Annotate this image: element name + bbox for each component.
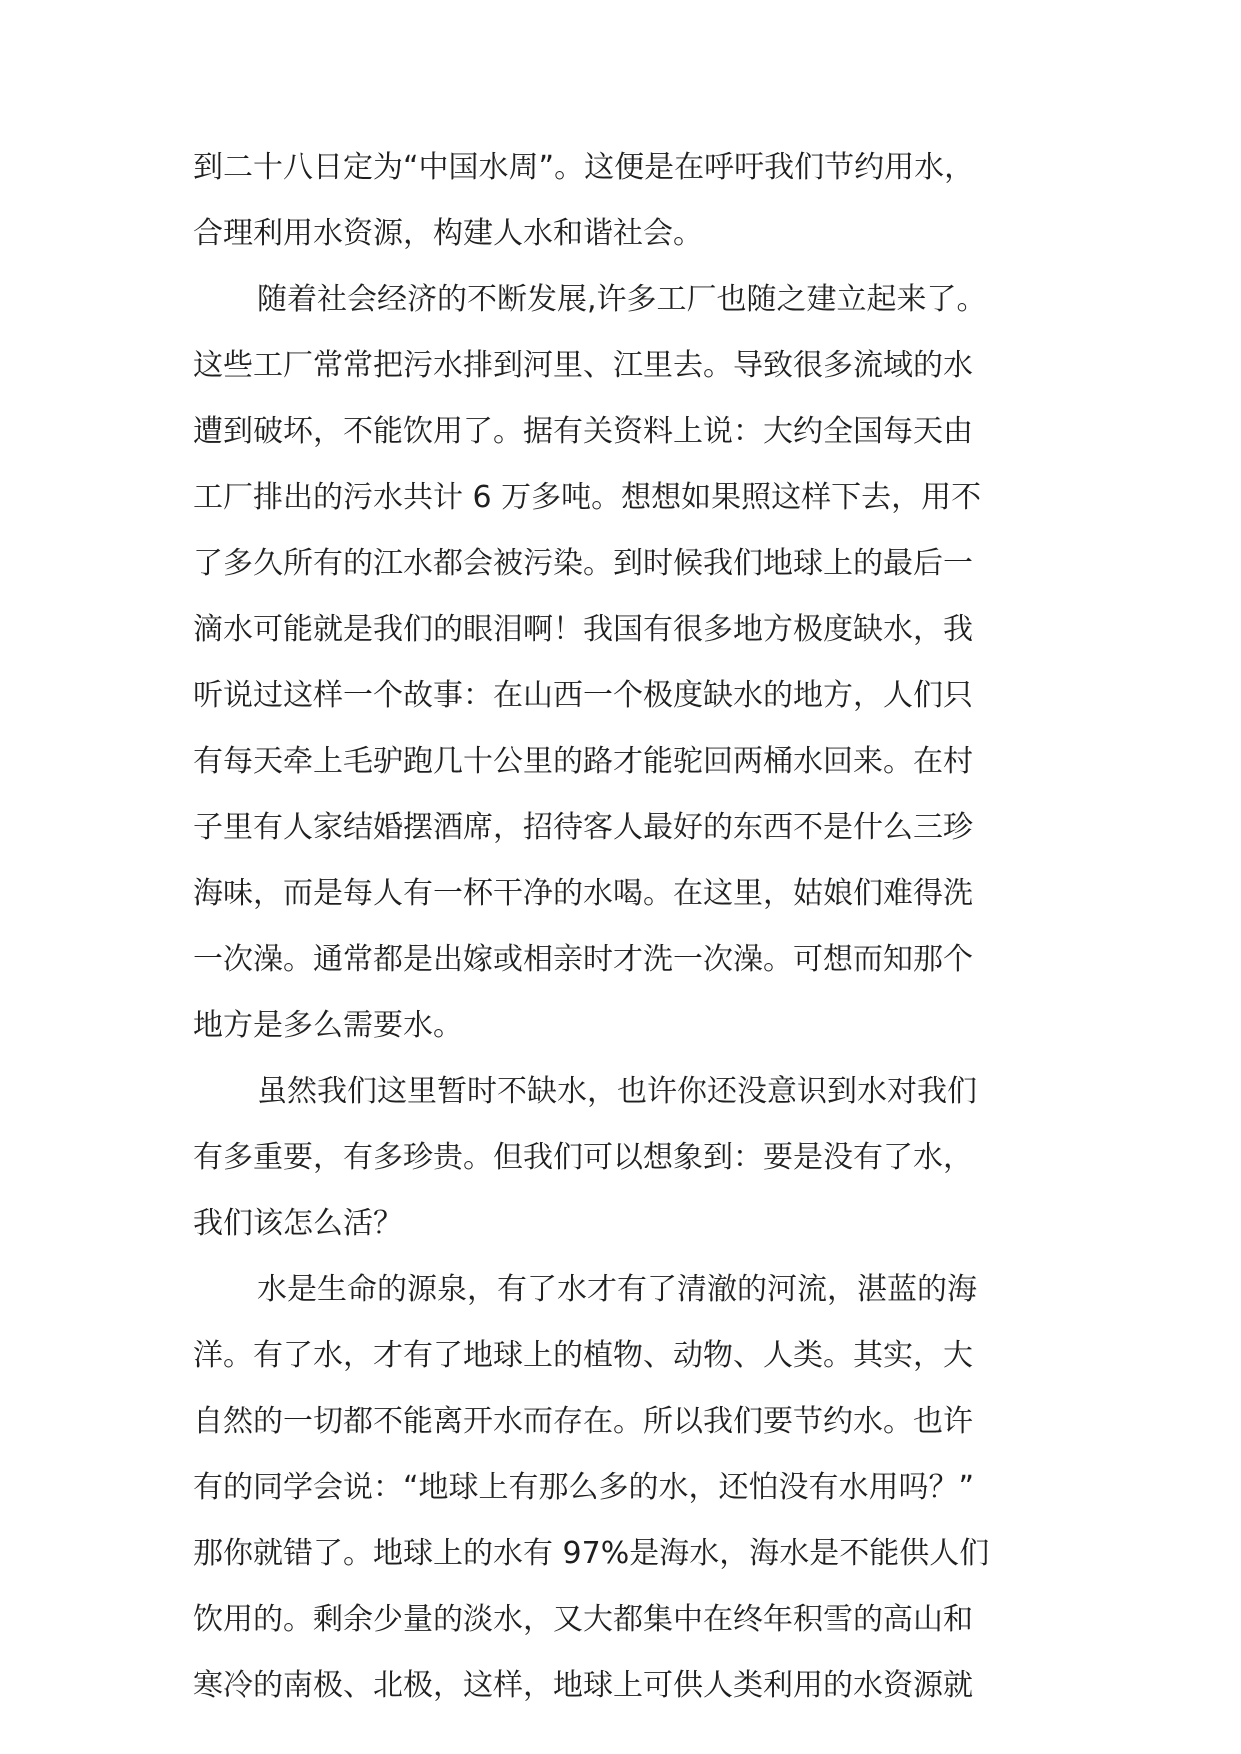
text-line: 有的同学会说：“地球上有那么多的水，还怕没有水用吗？” (193, 1470, 975, 1505)
text-line: 有多重要，有多珍贵。但我们可以想象到：要是没有了水， (193, 1140, 973, 1175)
text-line: 遭到破坏，不能饮用了。据有关资料上说：大约全国每天由 (193, 414, 973, 449)
text-line: 海味，而是每人有一杯干净的水喝。在这里，姑娘们难得洗 (193, 876, 973, 911)
paragraph-start-line: 随着社会经济的不断发展,许多工厂也随之建立起来了。 (257, 282, 987, 317)
text-line: 到二十八日定为“中国水周”。这便是在呼吁我们节约用水， (193, 150, 975, 185)
text-line: 我们该怎么活？ (193, 1206, 403, 1241)
text-line: 地方是多么需要水。 (193, 1008, 463, 1043)
text-line: 那你就错了。地球上的水有 97%是海水，海水是不能供人们 (193, 1536, 990, 1571)
text-line: 一次澡。通常都是出嫁或相亲时才洗一次澡。可想而知那个 (193, 942, 973, 977)
text-line: 有每天牵上毛驴跑几十公里的路才能驼回两桶水回来。在村 (193, 744, 973, 779)
text-line: 寒冷的南极、北极，这样，地球上可供人类利用的水资源就 (193, 1668, 973, 1703)
text-line: 自然的一切都不能离开水而存在。所以我们要节约水。也许 (193, 1404, 973, 1439)
text-line: 子里有人家结婚摆酒席，招待客人最好的东西不是什么三珍 (193, 810, 973, 845)
text-line: 洋。有了水，才有了地球上的植物、动物、人类。其实，大 (193, 1338, 973, 1373)
text-line: 听说过这样一个故事：在山西一个极度缺水的地方，人们只 (193, 678, 973, 713)
text-line: 饮用的。剩余少量的淡水，又大都集中在终年积雪的高山和 (193, 1602, 973, 1637)
text-line: 这些工厂常常把污水排到河里、江里去。导致很多流域的水 (193, 348, 973, 383)
paragraph-start-line: 水是生命的源泉，有了水才有了清澈的河流，湛蓝的海 (257, 1272, 977, 1307)
text-line: 了多久所有的江水都会被污染。到时候我们地球上的最后一 (193, 546, 973, 581)
paragraph-start-line: 虽然我们这里暂时不缺水，也许你还没意识到水对我们 (257, 1074, 977, 1109)
text-line: 合理利用水资源，构建人水和谐社会。 (193, 216, 703, 251)
text-line: 工厂排出的污水共计 6 万多吨。想想如果照这样下去，用不 (193, 480, 982, 515)
text-line: 滴水可能就是我们的眼泪啊！我国有很多地方极度缺水，我 (193, 612, 973, 647)
